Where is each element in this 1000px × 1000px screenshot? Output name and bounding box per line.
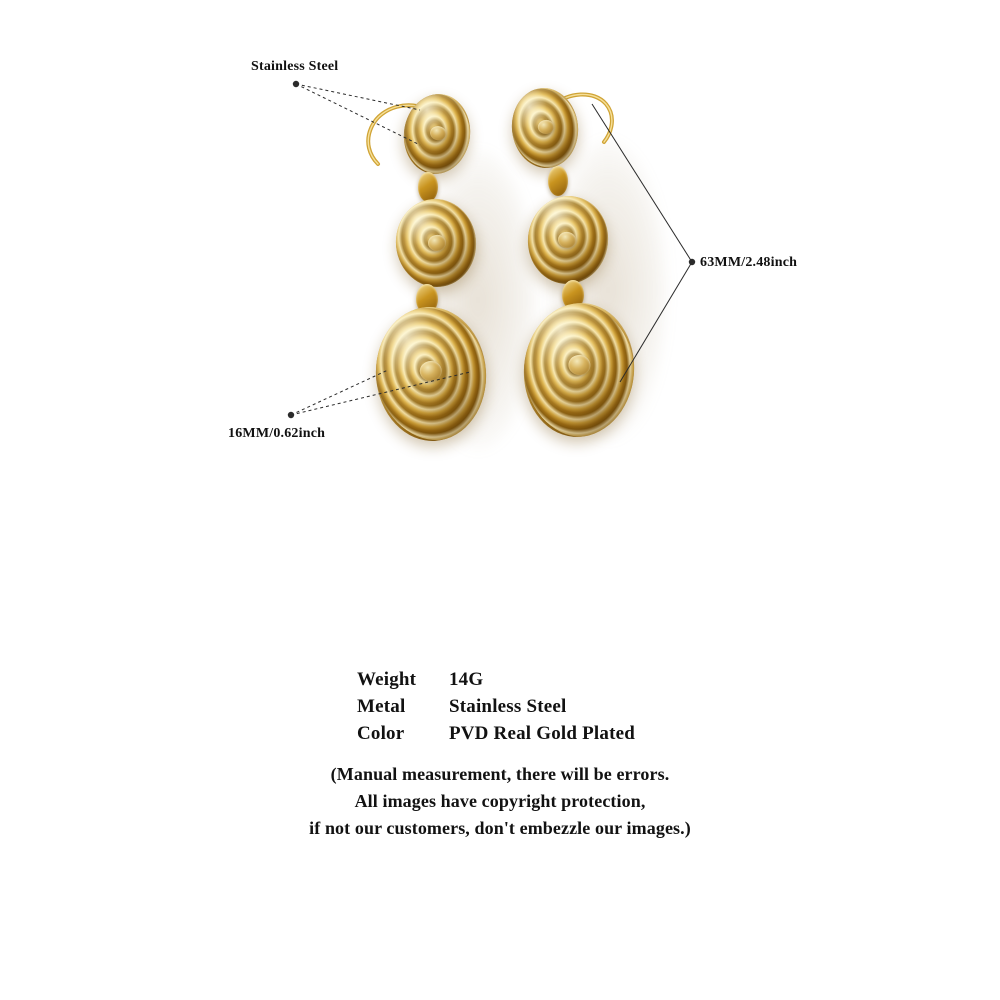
connector-link-left-upper xyxy=(418,172,438,202)
annotation-length: 63MM/2.48inch xyxy=(700,255,798,270)
annotation-width: 16MM/0.62inch xyxy=(228,426,326,441)
spec-key-color: Color xyxy=(356,723,405,744)
spec-key-metal: Metal xyxy=(356,696,406,717)
connector-link-right-upper xyxy=(548,166,568,196)
spec-value-weight: 14G xyxy=(448,669,484,690)
spec-value-metal: Stainless Steel xyxy=(448,696,567,717)
coil-center-right-bottom xyxy=(568,354,592,376)
note-line: (Manual measurement, there will be errors. xyxy=(330,764,670,784)
spec-row xyxy=(357,693,635,720)
coil-center-left-top xyxy=(429,125,447,141)
spec-key-weight: Weight xyxy=(356,669,417,690)
note-line: if not our customers, don't embezzle our images.) xyxy=(309,818,691,838)
spec-row xyxy=(357,720,635,747)
disclaimer-notes xyxy=(0,761,1000,842)
spec-block xyxy=(0,666,1000,842)
annotation-material: Stainless Steel xyxy=(251,59,339,74)
coil-center-right-top xyxy=(537,119,554,135)
coil-center-left-bottom xyxy=(419,360,442,381)
spec-value-color: PVD Real Gold Plated xyxy=(448,723,636,744)
coil-center-right-middle xyxy=(557,231,577,249)
coil-center-left-middle xyxy=(427,234,447,252)
spec-table xyxy=(357,666,635,747)
spec-row xyxy=(357,666,635,693)
note-line: All images have copyright protection, xyxy=(354,791,646,811)
